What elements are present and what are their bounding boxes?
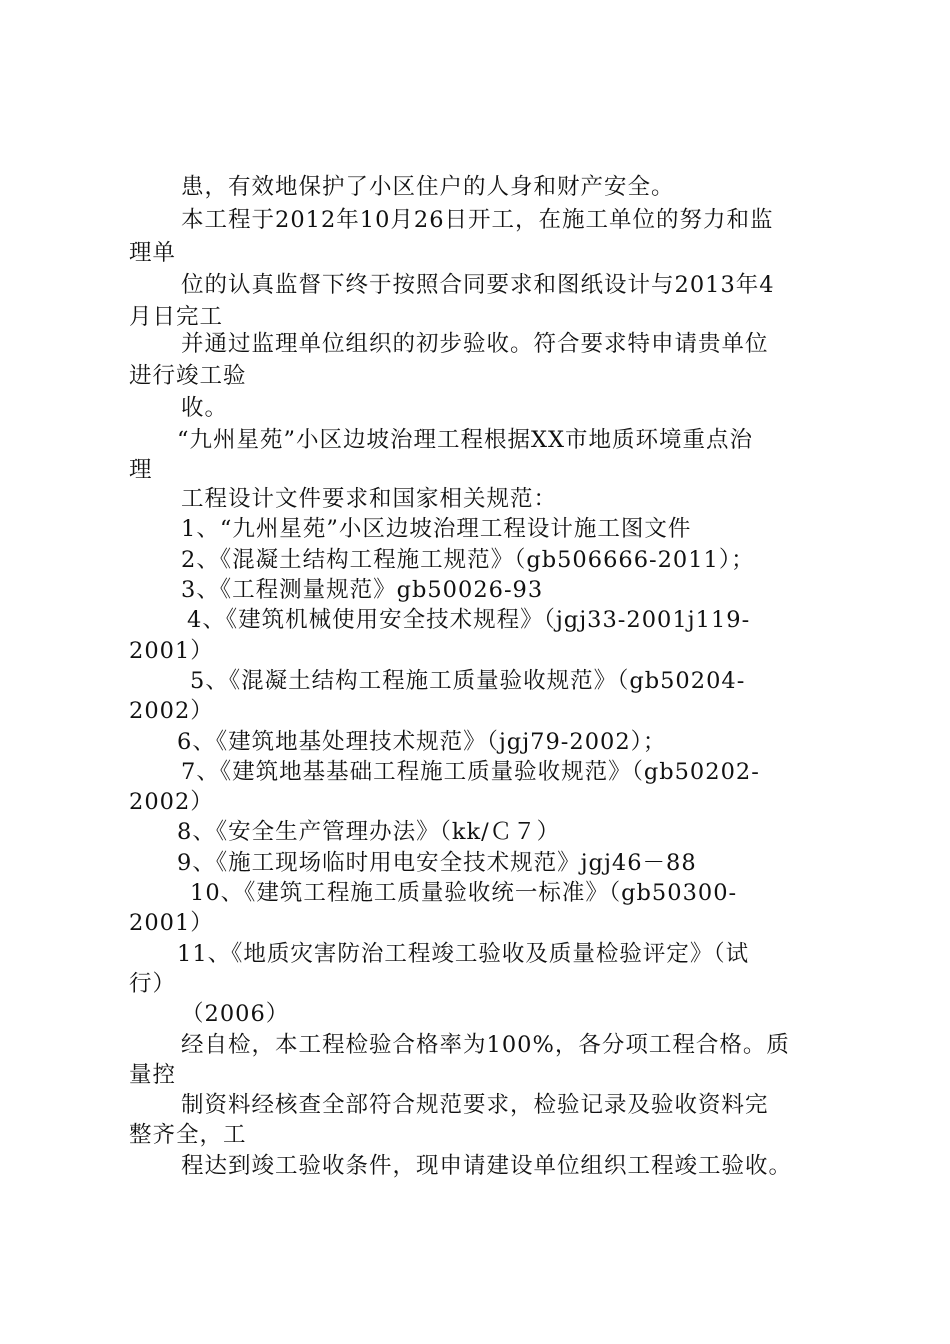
text-line: 9、《施工现场临时用电安全技术规范》jgj46－88 (177, 850, 697, 876)
text-line: 并通过监理单位组织的初步验收。符合要求特申请贵单位 (181, 331, 769, 357)
text-line: 工程设计文件要求和国家相关规范： (181, 486, 558, 512)
text-line: 理单 (129, 240, 177, 266)
text-line: 2001） (129, 638, 214, 664)
text-line: 2002） (129, 698, 214, 724)
text-line: （2006） (181, 1001, 290, 1027)
text-line: 程达到竣工验收条件，现申请建设单位组织工程竣工验收。 (181, 1153, 793, 1179)
text-line: 1、“九州星苑”小区边坡治理工程设计施工图文件 (181, 516, 692, 542)
text-line: 行） (129, 971, 177, 997)
text-line: 2、《混凝土结构工程施工规范》（gb506666-2011）； (181, 547, 755, 573)
text-line: 患，有效地保护了小区住户的人身和财产安全。 (181, 174, 675, 200)
text-line: 10、《建筑工程施工质量验收统一标准》（gb50300- (190, 880, 738, 906)
text-line: 本工程于2012年10月26日开工，在施工单位的努力和监 (181, 207, 774, 233)
text-line: 2001） (129, 910, 214, 936)
text-line: 量控 (129, 1062, 177, 1088)
text-line: 11、《地质灾害防治工程竣工验收及质量检验评定》（试 (177, 941, 750, 967)
text-line: 4、《建筑机械使用安全技术规程》（jgj33-2001j119- (187, 607, 751, 633)
text-line: 进行竣工验 (129, 363, 247, 389)
text-line: 位的认真监督下终于按照合同要求和图纸设计与2013年4 (181, 272, 775, 298)
text-line: 经自检，本工程检验合格率为100%，各分项工程合格。质 (181, 1032, 790, 1058)
text-line: 6、《建筑地基处理技术规范》（jgj79-2002）； (177, 729, 667, 755)
text-line: 月日完工 (129, 304, 224, 330)
text-line: 整齐全，工 (129, 1122, 247, 1148)
text-line: “九州星苑”小区边坡治理工程根据XX市地质环境重点治 (177, 427, 754, 453)
text-line: 收。 (181, 395, 229, 421)
text-line: 2002） (129, 789, 214, 815)
text-line: 5、《混凝土结构工程施工质量验收规范》（gb50204- (190, 668, 746, 694)
text-line: 3、《工程测量规范》gb50026-93 (181, 577, 544, 603)
text-line: 理 (129, 457, 153, 483)
text-line: 制资料经核查全部符合规范要求，检验记录及验收资料完 (181, 1092, 769, 1118)
text-line: 8、《安全生产管理办法》（kk/Ｃ７） (177, 819, 561, 845)
text-line: 7、《建筑地基基础工程施工质量验收规范》（gb50202- (181, 759, 760, 785)
